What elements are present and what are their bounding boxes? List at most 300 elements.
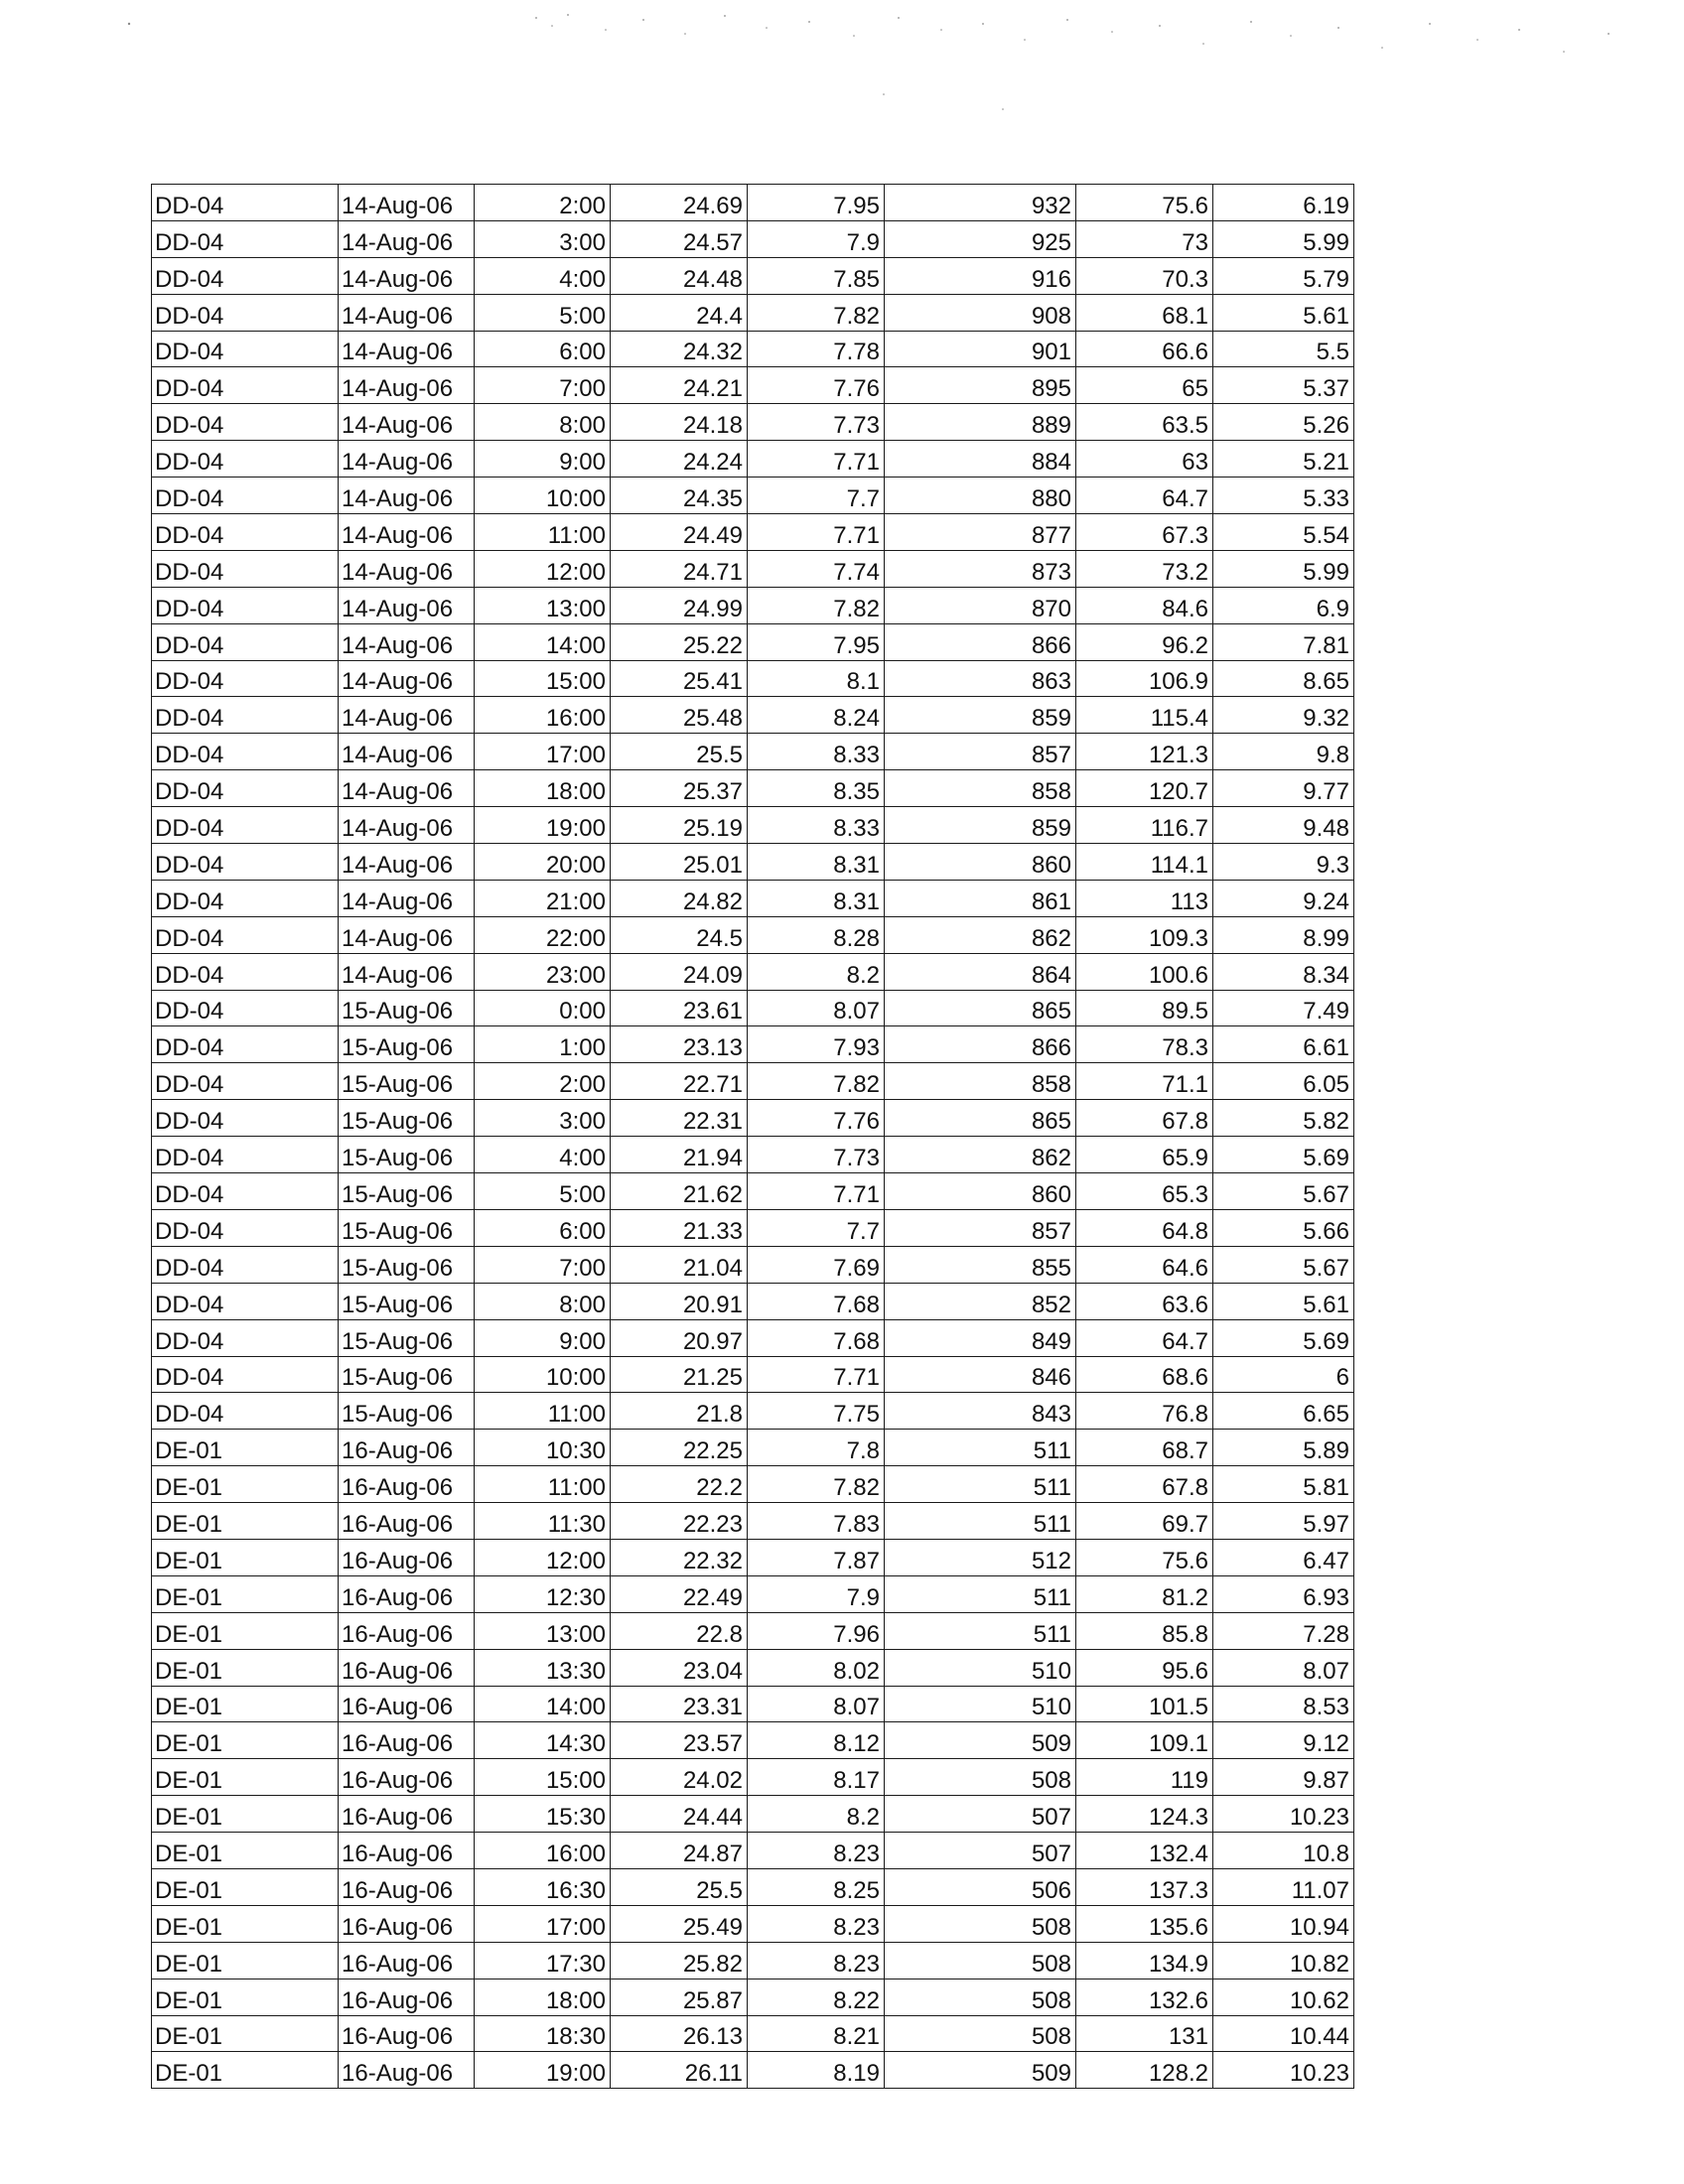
table-row: [152, 1466, 1354, 1503]
value-cell: 25.87: [611, 1979, 748, 2015]
time-cell: 2:00: [475, 1063, 611, 1100]
value-cell: 5.54: [1213, 514, 1354, 551]
value-cell: 64.8: [1076, 1209, 1213, 1246]
value-cell: 866: [885, 1026, 1076, 1063]
site-cell: DD-04: [152, 478, 339, 514]
table-row: [152, 257, 1354, 294]
value-cell: 5.69: [1213, 1319, 1354, 1356]
date-cell: 14-Aug-06: [339, 550, 475, 587]
value-cell: 857: [885, 734, 1076, 770]
date-cell: 15-Aug-06: [339, 1026, 475, 1063]
value-cell: 20.91: [611, 1283, 748, 1319]
value-cell: 7.96: [748, 1612, 885, 1649]
site-cell: DD-04: [152, 953, 339, 990]
date-cell: 14-Aug-06: [339, 257, 475, 294]
time-cell: 0:00: [475, 990, 611, 1026]
table-row: [152, 404, 1354, 441]
time-cell: 15:00: [475, 660, 611, 697]
value-cell: 511: [885, 1430, 1076, 1466]
value-cell: 884: [885, 441, 1076, 478]
time-cell: 12:00: [475, 550, 611, 587]
time-cell: 15:00: [475, 1759, 611, 1796]
site-cell: DD-04: [152, 331, 339, 367]
value-cell: 852: [885, 1283, 1076, 1319]
time-cell: 3:00: [475, 220, 611, 257]
site-cell: DE-01: [152, 2015, 339, 2052]
value-cell: 5.89: [1213, 1430, 1354, 1466]
date-cell: 14-Aug-06: [339, 623, 475, 660]
site-cell: DD-04: [152, 404, 339, 441]
value-cell: 71.1: [1076, 1063, 1213, 1100]
site-cell: DD-04: [152, 734, 339, 770]
site-cell: DD-04: [152, 1100, 339, 1137]
table-row: [152, 1868, 1354, 1905]
value-cell: 8.07: [1213, 1649, 1354, 1686]
value-cell: 10.82: [1213, 1942, 1354, 1979]
time-cell: 11:30: [475, 1503, 611, 1540]
time-cell: 17:00: [475, 734, 611, 770]
value-cell: 843: [885, 1393, 1076, 1430]
site-cell: DD-04: [152, 844, 339, 881]
value-cell: 24.4: [611, 294, 748, 331]
time-cell: 10:00: [475, 478, 611, 514]
value-cell: 24.99: [611, 587, 748, 623]
value-cell: 7.93: [748, 1026, 885, 1063]
value-cell: 25.82: [611, 1942, 748, 1979]
value-cell: 64.6: [1076, 1246, 1213, 1283]
value-cell: 7.71: [748, 1356, 885, 1393]
date-cell: 14-Aug-06: [339, 185, 475, 221]
table-row: [152, 1319, 1354, 1356]
value-cell: 7.75: [748, 1393, 885, 1430]
value-cell: 22.2: [611, 1466, 748, 1503]
time-cell: 16:00: [475, 1833, 611, 1869]
value-cell: 877: [885, 514, 1076, 551]
site-cell: DE-01: [152, 1539, 339, 1575]
value-cell: 8.2: [748, 953, 885, 990]
value-cell: 7.85: [748, 257, 885, 294]
date-cell: 16-Aug-06: [339, 1466, 475, 1503]
value-cell: 7.71: [748, 441, 885, 478]
value-cell: 511: [885, 1466, 1076, 1503]
time-cell: 8:00: [475, 1283, 611, 1319]
time-cell: 14:00: [475, 1686, 611, 1722]
value-cell: 7.8: [748, 1430, 885, 1466]
time-cell: 19:00: [475, 2052, 611, 2089]
time-cell: 20:00: [475, 844, 611, 881]
time-cell: 6:00: [475, 331, 611, 367]
value-cell: 6.61: [1213, 1026, 1354, 1063]
value-cell: 506: [885, 1868, 1076, 1905]
time-cell: 11:00: [475, 1466, 611, 1503]
value-cell: 64.7: [1076, 1319, 1213, 1356]
value-cell: 84.6: [1076, 587, 1213, 623]
time-cell: 21:00: [475, 880, 611, 916]
value-cell: 132.6: [1076, 1979, 1213, 2015]
site-cell: DE-01: [152, 1612, 339, 1649]
site-cell: DD-04: [152, 990, 339, 1026]
date-cell: 16-Aug-06: [339, 2015, 475, 2052]
time-cell: 15:30: [475, 1796, 611, 1833]
date-cell: 14-Aug-06: [339, 660, 475, 697]
site-cell: DD-04: [152, 550, 339, 587]
table-row: [152, 294, 1354, 331]
value-cell: 115.4: [1076, 697, 1213, 734]
value-cell: 22.25: [611, 1430, 748, 1466]
value-cell: 901: [885, 331, 1076, 367]
value-cell: 7.68: [748, 1283, 885, 1319]
table-row: [152, 367, 1354, 404]
value-cell: 9.8: [1213, 734, 1354, 770]
value-cell: 124.3: [1076, 1796, 1213, 1833]
value-cell: 908: [885, 294, 1076, 331]
value-cell: 8.2: [748, 1796, 885, 1833]
value-cell: 510: [885, 1649, 1076, 1686]
table-row: [152, 514, 1354, 551]
value-cell: 22.71: [611, 1063, 748, 1100]
time-cell: 14:00: [475, 623, 611, 660]
time-cell: 9:00: [475, 1319, 611, 1356]
value-cell: 70.3: [1076, 257, 1213, 294]
value-cell: 24.49: [611, 514, 748, 551]
value-cell: 73: [1076, 220, 1213, 257]
time-cell: 9:00: [475, 441, 611, 478]
date-cell: 15-Aug-06: [339, 1063, 475, 1100]
value-cell: 7.49: [1213, 990, 1354, 1026]
time-cell: 12:30: [475, 1575, 611, 1612]
time-cell: 14:30: [475, 1722, 611, 1759]
value-cell: 65.9: [1076, 1137, 1213, 1173]
site-cell: DE-01: [152, 1649, 339, 1686]
table-row: [152, 1796, 1354, 1833]
date-cell: 14-Aug-06: [339, 844, 475, 881]
value-cell: 7.74: [748, 550, 885, 587]
table-row: [152, 587, 1354, 623]
table-row: [152, 1100, 1354, 1137]
time-cell: 18:00: [475, 1979, 611, 2015]
value-cell: 21.25: [611, 1356, 748, 1393]
value-cell: 916: [885, 257, 1076, 294]
time-cell: 23:00: [475, 953, 611, 990]
site-cell: DD-04: [152, 807, 339, 844]
value-cell: 8.34: [1213, 953, 1354, 990]
time-cell: 13:00: [475, 1612, 611, 1649]
date-cell: 14-Aug-06: [339, 220, 475, 257]
value-cell: 65.3: [1076, 1173, 1213, 1210]
value-cell: 5.66: [1213, 1209, 1354, 1246]
value-cell: 511: [885, 1575, 1076, 1612]
value-cell: 9.3: [1213, 844, 1354, 881]
table-row: [152, 1979, 1354, 2015]
value-cell: 855: [885, 1246, 1076, 1283]
value-cell: 5.61: [1213, 294, 1354, 331]
date-cell: 14-Aug-06: [339, 404, 475, 441]
date-cell: 14-Aug-06: [339, 916, 475, 953]
value-cell: 25.5: [611, 734, 748, 770]
date-cell: 15-Aug-06: [339, 1246, 475, 1283]
value-cell: 24.35: [611, 478, 748, 514]
date-cell: 16-Aug-06: [339, 1979, 475, 2015]
site-cell: DD-04: [152, 1173, 339, 1210]
value-cell: 24.69: [611, 185, 748, 221]
date-cell: 16-Aug-06: [339, 1905, 475, 1942]
date-cell: 16-Aug-06: [339, 1430, 475, 1466]
date-cell: 15-Aug-06: [339, 1356, 475, 1393]
value-cell: 8.07: [748, 1686, 885, 1722]
value-cell: 8.21: [748, 2015, 885, 2052]
value-cell: 8.31: [748, 844, 885, 881]
value-cell: 25.37: [611, 770, 748, 807]
value-cell: 5.99: [1213, 550, 1354, 587]
table-row: [152, 1430, 1354, 1466]
date-cell: 14-Aug-06: [339, 331, 475, 367]
value-cell: 5.97: [1213, 1503, 1354, 1540]
value-cell: 7.81: [1213, 623, 1354, 660]
value-cell: 9.24: [1213, 880, 1354, 916]
time-cell: 18:00: [475, 770, 611, 807]
value-cell: 25.48: [611, 697, 748, 734]
value-cell: 23.04: [611, 1649, 748, 1686]
value-cell: 5.5: [1213, 331, 1354, 367]
site-cell: DE-01: [152, 1466, 339, 1503]
value-cell: 69.7: [1076, 1503, 1213, 1540]
site-cell: DD-04: [152, 441, 339, 478]
site-cell: DE-01: [152, 1942, 339, 1979]
value-cell: 5.67: [1213, 1173, 1354, 1210]
value-cell: 8.65: [1213, 660, 1354, 697]
value-cell: 9.77: [1213, 770, 1354, 807]
table-row: [152, 660, 1354, 697]
value-cell: 8.35: [748, 770, 885, 807]
value-cell: 21.62: [611, 1173, 748, 1210]
value-cell: 24.71: [611, 550, 748, 587]
value-cell: 100.6: [1076, 953, 1213, 990]
value-cell: 63: [1076, 441, 1213, 478]
date-cell: 16-Aug-06: [339, 1686, 475, 1722]
value-cell: 26.11: [611, 2052, 748, 2089]
value-cell: 7.7: [748, 1209, 885, 1246]
value-cell: 10.44: [1213, 2015, 1354, 2052]
value-cell: 134.9: [1076, 1942, 1213, 1979]
table-row: [152, 697, 1354, 734]
date-cell: 16-Aug-06: [339, 1575, 475, 1612]
site-cell: DD-04: [152, 367, 339, 404]
value-cell: 8.23: [748, 1905, 885, 1942]
value-cell: 9.12: [1213, 1722, 1354, 1759]
value-cell: 8.02: [748, 1649, 885, 1686]
value-cell: 24.21: [611, 367, 748, 404]
value-cell: 7.82: [748, 1063, 885, 1100]
value-cell: 109.1: [1076, 1722, 1213, 1759]
date-cell: 16-Aug-06: [339, 1759, 475, 1796]
table-row: [152, 1063, 1354, 1100]
value-cell: 863: [885, 660, 1076, 697]
table-row: [152, 1246, 1354, 1283]
value-cell: 6.65: [1213, 1393, 1354, 1430]
value-cell: 5.81: [1213, 1466, 1354, 1503]
value-cell: 8.99: [1213, 916, 1354, 953]
site-cell: DE-01: [152, 1430, 339, 1466]
value-cell: 20.97: [611, 1319, 748, 1356]
value-cell: 860: [885, 1173, 1076, 1210]
value-cell: 873: [885, 550, 1076, 587]
value-cell: 24.02: [611, 1759, 748, 1796]
value-cell: 63.5: [1076, 404, 1213, 441]
value-cell: 8.25: [748, 1868, 885, 1905]
value-cell: 7.82: [748, 294, 885, 331]
table-row: [152, 990, 1354, 1026]
value-cell: 8.33: [748, 734, 885, 770]
value-cell: 9.32: [1213, 697, 1354, 734]
site-cell: DE-01: [152, 1833, 339, 1869]
site-cell: DD-04: [152, 1063, 339, 1100]
value-cell: 9.48: [1213, 807, 1354, 844]
value-cell: 508: [885, 1905, 1076, 1942]
value-cell: 89.5: [1076, 990, 1213, 1026]
table-row: [152, 1686, 1354, 1722]
value-cell: 24.32: [611, 331, 748, 367]
value-cell: 24.5: [611, 916, 748, 953]
value-cell: 5.26: [1213, 404, 1354, 441]
date-cell: 15-Aug-06: [339, 990, 475, 1026]
value-cell: 7.76: [748, 1100, 885, 1137]
value-cell: 8.23: [748, 1942, 885, 1979]
value-cell: 10.94: [1213, 1905, 1354, 1942]
value-cell: 24.18: [611, 404, 748, 441]
date-cell: 16-Aug-06: [339, 1722, 475, 1759]
value-cell: 10.23: [1213, 2052, 1354, 2089]
site-cell: DD-04: [152, 1356, 339, 1393]
site-cell: DE-01: [152, 1905, 339, 1942]
date-cell: 16-Aug-06: [339, 1833, 475, 1869]
table-row: [152, 1612, 1354, 1649]
site-cell: DE-01: [152, 1575, 339, 1612]
value-cell: 7.68: [748, 1319, 885, 1356]
value-cell: 508: [885, 1759, 1076, 1796]
table-row: [152, 623, 1354, 660]
value-cell: 76.8: [1076, 1393, 1213, 1430]
time-cell: 3:00: [475, 1100, 611, 1137]
time-cell: 8:00: [475, 404, 611, 441]
value-cell: 895: [885, 367, 1076, 404]
date-cell: 15-Aug-06: [339, 1100, 475, 1137]
time-cell: 7:00: [475, 367, 611, 404]
value-cell: 5.69: [1213, 1137, 1354, 1173]
time-cell: 5:00: [475, 1173, 611, 1210]
value-cell: 23.57: [611, 1722, 748, 1759]
table-row: [152, 916, 1354, 953]
value-cell: 8.07: [748, 990, 885, 1026]
value-cell: 509: [885, 2052, 1076, 2089]
value-cell: 25.22: [611, 623, 748, 660]
site-cell: DD-04: [152, 220, 339, 257]
value-cell: 511: [885, 1503, 1076, 1540]
site-cell: DD-04: [152, 880, 339, 916]
date-cell: 15-Aug-06: [339, 1283, 475, 1319]
site-cell: DE-01: [152, 1979, 339, 2015]
time-cell: 4:00: [475, 257, 611, 294]
table-row: [152, 1905, 1354, 1942]
date-cell: 14-Aug-06: [339, 953, 475, 990]
table-row: [152, 1393, 1354, 1430]
site-cell: DD-04: [152, 770, 339, 807]
value-cell: 68.6: [1076, 1356, 1213, 1393]
table-row: [152, 2015, 1354, 2052]
date-cell: 14-Aug-06: [339, 514, 475, 551]
site-cell: DD-04: [152, 1246, 339, 1283]
time-cell: 12:00: [475, 1539, 611, 1575]
time-cell: 7:00: [475, 1246, 611, 1283]
value-cell: 128.2: [1076, 2052, 1213, 2089]
value-cell: 81.2: [1076, 1575, 1213, 1612]
value-cell: 861: [885, 880, 1076, 916]
value-cell: 24.57: [611, 220, 748, 257]
value-cell: 22.8: [611, 1612, 748, 1649]
value-cell: 508: [885, 1979, 1076, 2015]
value-cell: 862: [885, 916, 1076, 953]
value-cell: 78.3: [1076, 1026, 1213, 1063]
value-cell: 512: [885, 1539, 1076, 1575]
value-cell: 23.31: [611, 1686, 748, 1722]
value-cell: 508: [885, 2015, 1076, 2052]
site-cell: DE-01: [152, 1796, 339, 1833]
value-cell: 5.61: [1213, 1283, 1354, 1319]
value-cell: 24.82: [611, 880, 748, 916]
date-cell: 14-Aug-06: [339, 441, 475, 478]
value-cell: 7.82: [748, 1466, 885, 1503]
table-row: [152, 1209, 1354, 1246]
time-cell: 11:00: [475, 514, 611, 551]
value-cell: 860: [885, 844, 1076, 881]
value-cell: 106.9: [1076, 660, 1213, 697]
value-cell: 22.49: [611, 1575, 748, 1612]
value-cell: 5.99: [1213, 220, 1354, 257]
value-cell: 6.9: [1213, 587, 1354, 623]
table-row: [152, 185, 1354, 221]
site-cell: DD-04: [152, 514, 339, 551]
time-cell: 11:00: [475, 1393, 611, 1430]
date-cell: 14-Aug-06: [339, 734, 475, 770]
value-cell: 7.83: [748, 1503, 885, 1540]
value-cell: 7.95: [748, 185, 885, 221]
date-cell: 15-Aug-06: [339, 1137, 475, 1173]
site-cell: DD-04: [152, 623, 339, 660]
table-row: [152, 1356, 1354, 1393]
table-row: [152, 1026, 1354, 1063]
table-row: [152, 734, 1354, 770]
time-cell: 17:00: [475, 1905, 611, 1942]
site-cell: DE-01: [152, 1759, 339, 1796]
value-cell: 75.6: [1076, 1539, 1213, 1575]
time-cell: 2:00: [475, 185, 611, 221]
value-cell: 859: [885, 697, 1076, 734]
value-cell: 64.7: [1076, 478, 1213, 514]
value-cell: 8.23: [748, 1833, 885, 1869]
date-cell: 16-Aug-06: [339, 1539, 475, 1575]
site-cell: DD-04: [152, 1209, 339, 1246]
value-cell: 865: [885, 990, 1076, 1026]
value-cell: 135.6: [1076, 1905, 1213, 1942]
value-cell: 114.1: [1076, 844, 1213, 881]
date-cell: 16-Aug-06: [339, 1868, 475, 1905]
value-cell: 510: [885, 1686, 1076, 1722]
value-cell: 7.78: [748, 331, 885, 367]
value-cell: 68.7: [1076, 1430, 1213, 1466]
site-cell: DD-04: [152, 1393, 339, 1430]
value-cell: 8.31: [748, 880, 885, 916]
value-cell: 131: [1076, 2015, 1213, 2052]
site-cell: DD-04: [152, 257, 339, 294]
